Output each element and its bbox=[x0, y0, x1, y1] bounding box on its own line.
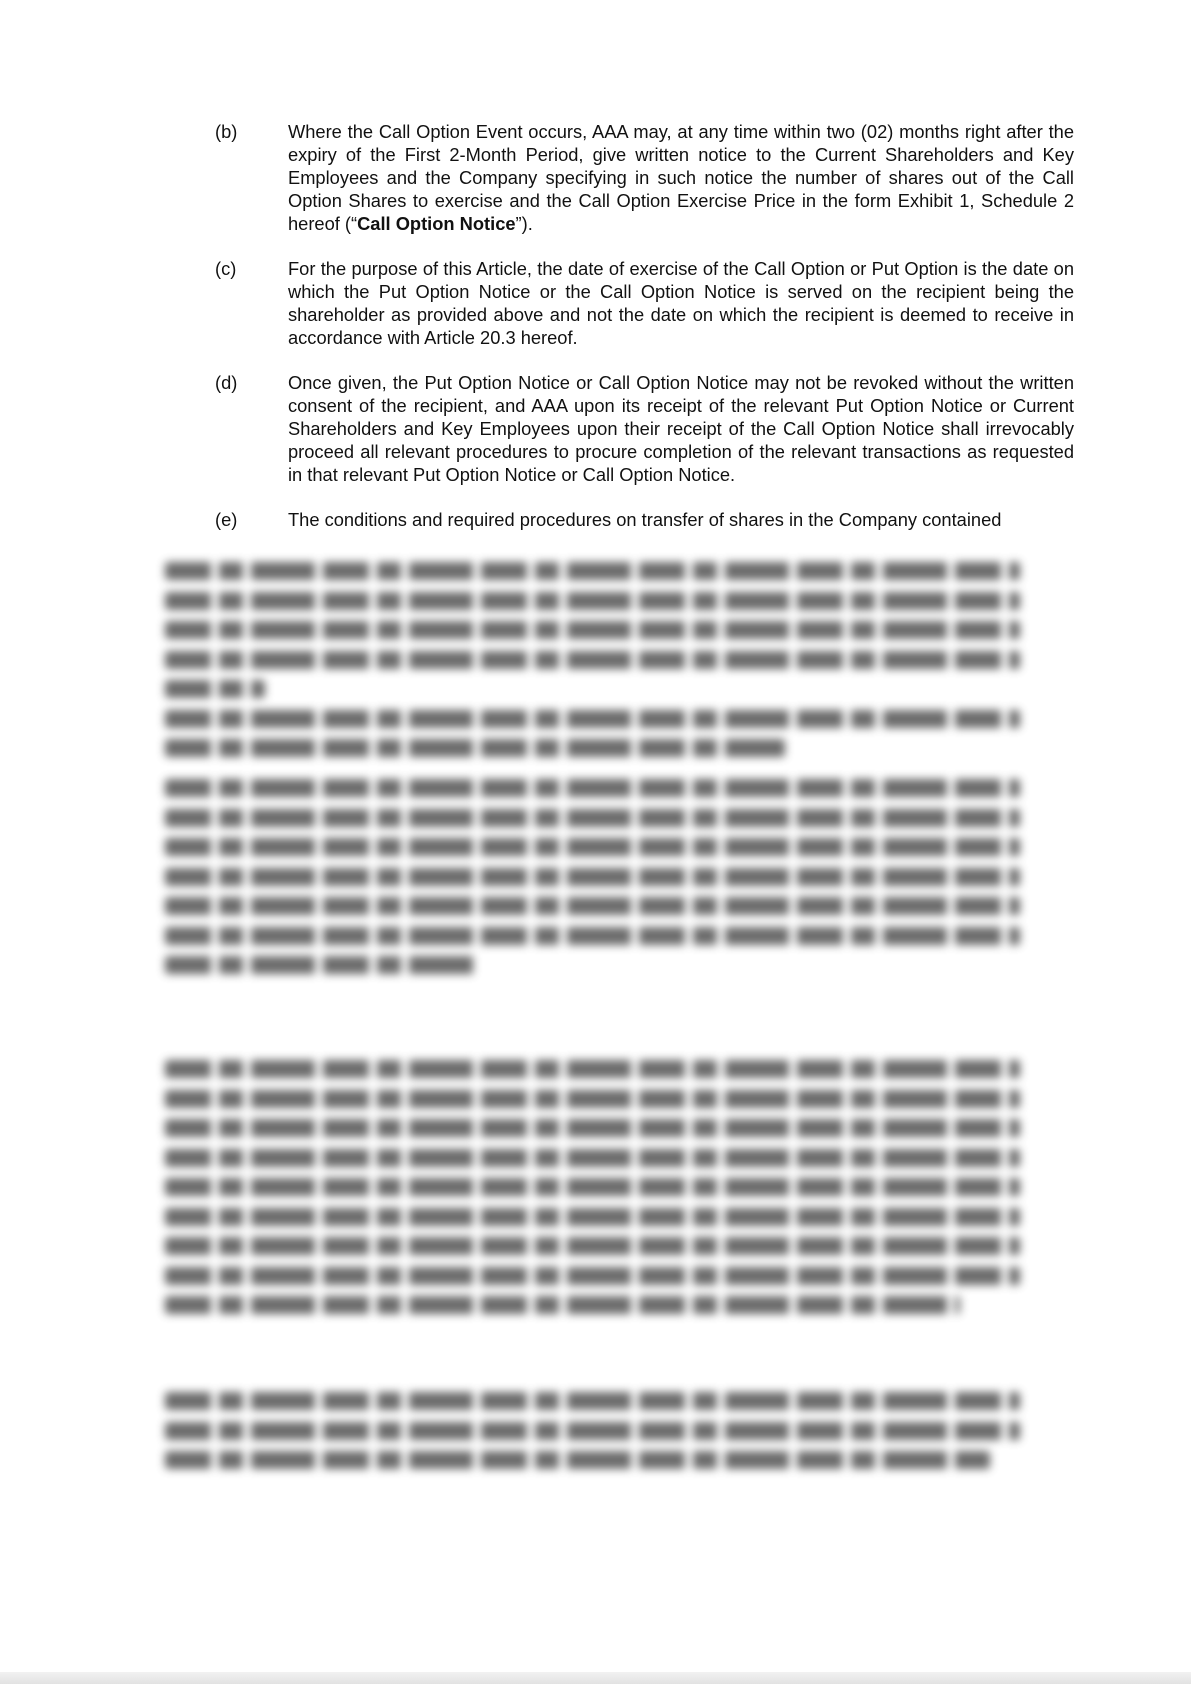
blurred-line bbox=[165, 1178, 1020, 1196]
blurred-line bbox=[165, 739, 785, 757]
blurred-line bbox=[165, 1267, 1020, 1285]
clause-text: The conditions and required procedures on transfer of shares in the Company contained bbox=[288, 509, 1002, 530]
blurred-paragraph bbox=[165, 1060, 1020, 1326]
clause-text bbox=[288, 120, 1074, 235]
clause-c bbox=[215, 257, 1074, 349]
blurred-line bbox=[165, 592, 1020, 610]
blurred-line bbox=[165, 1060, 1020, 1078]
blurred-line bbox=[165, 1208, 1020, 1226]
blurred-paragraph bbox=[165, 779, 1020, 986]
clause-e bbox=[215, 508, 1074, 531]
clause-label: (c) bbox=[215, 258, 237, 279]
clause-label: (b) bbox=[215, 121, 238, 142]
blurred-preview-area bbox=[165, 562, 1020, 1482]
blurred-line bbox=[165, 1090, 1020, 1108]
blurred-line bbox=[165, 621, 1020, 639]
clause-d bbox=[215, 371, 1074, 486]
blurred-line bbox=[165, 1422, 1020, 1440]
page-bottom-edge bbox=[0, 1672, 1191, 1684]
blurred-line bbox=[165, 562, 1020, 580]
clause-text: Once given, the Put Option Notice or Call Option Notice may not be revoked without the written consent of the recipient, and AAA upon its receipt of the relevant Put Option Notice or Current Shareholders and Key Employees upon their receipt of the Call Option Notice shall irrevocably proceed all relevant procedures to procure completion of the relevant transactions as requested in that relevant Put Option Notice or Call Option Notice. bbox=[288, 372, 1074, 485]
blurred-line bbox=[165, 710, 1020, 728]
blurred-line bbox=[165, 1237, 1020, 1255]
clause-label: (e) bbox=[215, 509, 238, 530]
blurred-line bbox=[165, 927, 1020, 945]
blurred-line bbox=[165, 868, 1020, 886]
clause-b bbox=[215, 120, 1074, 235]
blurred-line bbox=[165, 680, 265, 698]
blurred-line bbox=[165, 897, 1020, 915]
blurred-paragraph bbox=[165, 562, 1020, 769]
blurred-line bbox=[165, 1451, 990, 1469]
blurred-line bbox=[165, 651, 1020, 669]
blurred-line bbox=[165, 1149, 1020, 1167]
defined-term-call-option-notice: Call Option Notice bbox=[357, 213, 516, 234]
blurred-line bbox=[165, 779, 1020, 797]
blurred-line bbox=[165, 956, 475, 974]
clause-label: (d) bbox=[215, 372, 238, 393]
blurred-paragraph bbox=[165, 1392, 1020, 1481]
blurred-line bbox=[165, 838, 1020, 856]
blurred-line bbox=[165, 1296, 960, 1314]
clause-text-part: Where the Call Option Event occurs, AAA may, at any time within two (02) months right after the expiry of the First 2-Month Period, give written notice to the Current Shareholders and Key Employees and the Company specifying in such notice the number of shares out of the Call Option Shares to exercise and the Call Option Exercise Price in the form Exhibit 1, Schedule 2 hereof (“ bbox=[288, 121, 1074, 234]
blurred-line bbox=[165, 1392, 1020, 1410]
clause-list bbox=[215, 120, 1074, 531]
clause-text-part: ”). bbox=[515, 213, 533, 234]
clause-text: For the purpose of this Article, the date of exercise of the Call Option or Put Option is the date on which the Put Option Notice or the Call Option Notice is served on the recipient being the shareholder as provided above and not the date on which the recipient is deemed to receive in accordance with Article 20.3 hereof. bbox=[288, 258, 1074, 348]
blurred-line bbox=[165, 1119, 1020, 1137]
blurred-line bbox=[165, 809, 1020, 827]
